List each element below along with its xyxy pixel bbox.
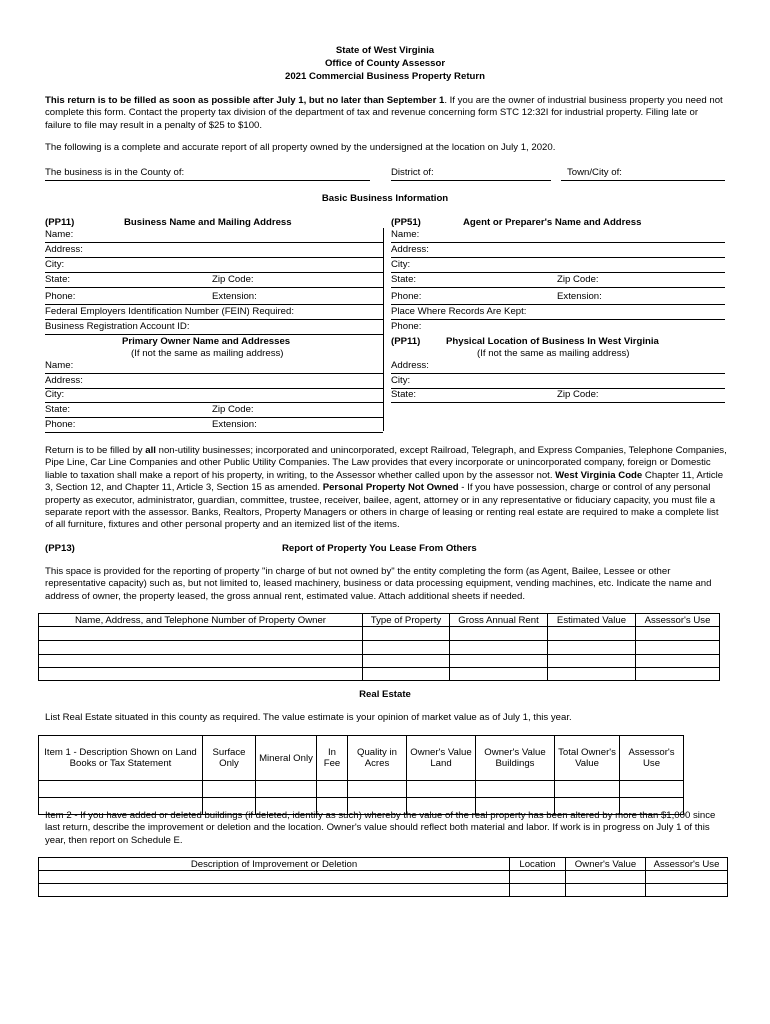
re-col-acres: Quality in Acres	[348, 736, 407, 781]
business-address-field[interactable]: Address:	[45, 243, 383, 258]
agent-ext-label: Extension:	[557, 291, 602, 302]
lease-col-type: Type of Property	[363, 614, 450, 627]
re-col-assessor: Assessor's Use	[620, 736, 684, 781]
imp-col-assessor: Assessor's Use	[646, 858, 728, 871]
primary-owner-title: Primary Owner Name and Addresses	[122, 336, 291, 347]
pp13-text: This space is provided for the reporting of property "in charge of but not owned by" the entity completing the form (as Agent, Bailee, Lessee or other representative capacity) such as, but not limited to, leased machinery, business or data processing equipment, vending machines, etc. Indicate the name and address of owner, the property leased, the gross annual rent, estimated value. Attach additional sheets if needed.	[45, 566, 712, 602]
intro-bold: This return is to be filled as soon as possible after July 1, but no later than September 1	[45, 95, 445, 106]
owner-name-field[interactable]: Name:	[45, 359, 383, 374]
real-estate-table	[38, 735, 684, 815]
district-field[interactable]	[391, 180, 551, 181]
county-label: The business is in the County of:	[45, 167, 185, 178]
table-row[interactable]	[39, 871, 728, 884]
location-zip-label: Zip Code:	[557, 389, 599, 400]
lease-col-owner: Name, Address, and Telephone Number of Property Owner	[39, 614, 363, 627]
form-office: Office of County Assessor	[324, 58, 446, 69]
business-registration-field[interactable]: Business Registration Account ID:	[45, 320, 383, 335]
records-phone-field[interactable]: Phone:	[391, 321, 422, 332]
owner-city-field[interactable]: City:	[45, 388, 383, 403]
owner-state-field[interactable]: State:	[45, 403, 383, 418]
fein-field[interactable]: Federal Employers Identification Number (FEIN) Required:	[45, 305, 383, 320]
pp11-code: (PP11)	[45, 217, 75, 228]
imp-col-location: Location	[510, 858, 566, 871]
column-divider	[383, 228, 384, 431]
re-col-description: Item 1 - Description Shown on Land Books or Tax Statement	[39, 736, 203, 781]
business-city-field[interactable]: City:	[45, 258, 383, 273]
notice-paragraph: Return is to be filled by all non-utility businesses; incorporated and unincorporated, except Railroad, Telegraph, and Express Companies, Telephone Companies, Pipe Line, Car Line Companies and other Public Utility Companies. The Law provides that every incorporate or unincorporated company, foreign or Domestic liable to taxation shall make a report of his property, in writing, to the Assessor whether called upon by the assessor not. West Virginia Code Chapter 11, Article 3, Section 12, and Chapter 11, Article 3, Section 15 as amended. Personal Property Not Owned - If you have possession, charge or control of any personal property as executor, administrator, guardian, committee, trustee, receiver, bailee, agent, attorney or in any representative or fiduciary capacity, you must file a separate report with the assessor. Banks, Realtors, Property Managers or others in charge of leasing or renting real estate are required to make a complete list of all furniture, fixtures and other personal property and an itemized list of the items.	[45, 445, 727, 531]
table-row[interactable]	[39, 641, 720, 655]
owner-address-field[interactable]: Address:	[45, 374, 383, 389]
business-ext-label: Extension:	[212, 291, 257, 302]
agent-zip-label: Zip Code:	[557, 274, 599, 285]
table-row[interactable]	[39, 655, 720, 668]
location-state-field[interactable]: State:	[391, 388, 725, 403]
lease-col-rent: Gross Annual Rent	[450, 614, 548, 627]
re-col-mineral: Mineral Only	[256, 736, 317, 781]
agent-name-field[interactable]: Name:	[391, 228, 725, 243]
agent-phone-field[interactable]: Phone:	[391, 290, 725, 305]
agent-address-field[interactable]: Address:	[391, 243, 725, 258]
location-city-field[interactable]: City:	[391, 374, 725, 389]
pp51-code: (PP51)	[391, 217, 421, 228]
re-col-fee: In Fee	[317, 736, 348, 781]
agent-city-field[interactable]: City:	[391, 258, 725, 273]
table-row[interactable]	[39, 668, 720, 681]
imp-col-description: Description of Improvement or Deletion	[39, 858, 510, 871]
physical-location-code: (PP11)	[391, 336, 421, 347]
location-address-field[interactable]: Address:	[391, 359, 725, 374]
town-field[interactable]	[561, 180, 725, 181]
improvement-table	[38, 857, 728, 897]
records-location-field[interactable]: Place Where Records Are Kept:	[391, 305, 725, 320]
re-col-total: Total Owner's Value	[555, 736, 620, 781]
item2-text: Item 2 - If you have added or deleted buildings (if deleted, identify as such) whereby the value of the real property has been altered by more than $1,000 since last return, describe the improvement or deletion and the location. Owner's value should reflect both material and labor. If work is in progress on July 1 of this year, then report on Schedule E.	[45, 810, 716, 846]
form-title: 2021 Commercial Business Property Return	[285, 71, 485, 82]
business-name-field[interactable]: Name:	[45, 228, 383, 243]
business-name-title: Business Name and Mailing Address	[124, 217, 292, 228]
real-estate-text: List Real Estate situated in this county as required. The value estimate is your opinion of market value as of July 1, this year.	[45, 712, 572, 723]
physical-location-title: Physical Location of Business In West Virginia	[446, 336, 659, 347]
re-col-buildings: Owner's Value Buildings	[476, 736, 555, 781]
pp13-code: (PP13)	[45, 543, 75, 554]
lease-col-assessor: Assessor's Use	[636, 614, 720, 627]
primary-owner-subtitle: (If not the same as mailing address)	[131, 348, 284, 359]
agent-title: Agent or Preparer's Name and Address	[463, 217, 642, 228]
lease-col-value: Estimated Value	[548, 614, 636, 627]
business-state-field[interactable]: State:	[45, 273, 383, 288]
imp-col-value: Owner's Value	[566, 858, 646, 871]
business-phone-field[interactable]: Phone:	[45, 290, 383, 305]
table-row[interactable]	[39, 884, 728, 897]
form-state: State of West Virginia	[335, 45, 435, 56]
intro-rest: . If you are the owner of industrial business property you need not complete this form. Contact the property tax division of the department of tax and revenue concerning form STC 12:32I for industrial property. Filing late or failure to file may result in a penalty of $25 to $100.	[45, 95, 723, 131]
re-col-land: Owner's Value Land	[407, 736, 476, 781]
leased-property-table	[38, 613, 720, 681]
intro-paragraph	[45, 95, 725, 132]
pp13-title: Report of Property You Lease From Others	[282, 543, 477, 554]
district-label: District of:	[391, 167, 434, 178]
table-row[interactable]	[39, 781, 684, 798]
re-col-surface: Surface Only	[203, 736, 256, 781]
physical-location-subtitle: (If not the same as mailing address)	[477, 348, 630, 359]
business-zip-label: Zip Code:	[212, 274, 254, 285]
owner-phone-field[interactable]: Phone:	[45, 418, 383, 433]
real-estate-title: Real Estate	[359, 689, 411, 700]
table-row[interactable]	[39, 627, 720, 641]
basic-info-title: Basic Business Information	[321, 193, 449, 204]
owner-ext-label: Extension:	[212, 419, 257, 430]
certify-text: The following is a complete and accurate report of all property owned by the undersigned at the location on July 1, 2020.	[45, 142, 556, 153]
town-label: Town/City of:	[567, 167, 622, 178]
owner-zip-label: Zip Code:	[212, 404, 254, 415]
agent-state-field[interactable]: State:	[391, 273, 725, 288]
county-field[interactable]	[45, 180, 370, 181]
